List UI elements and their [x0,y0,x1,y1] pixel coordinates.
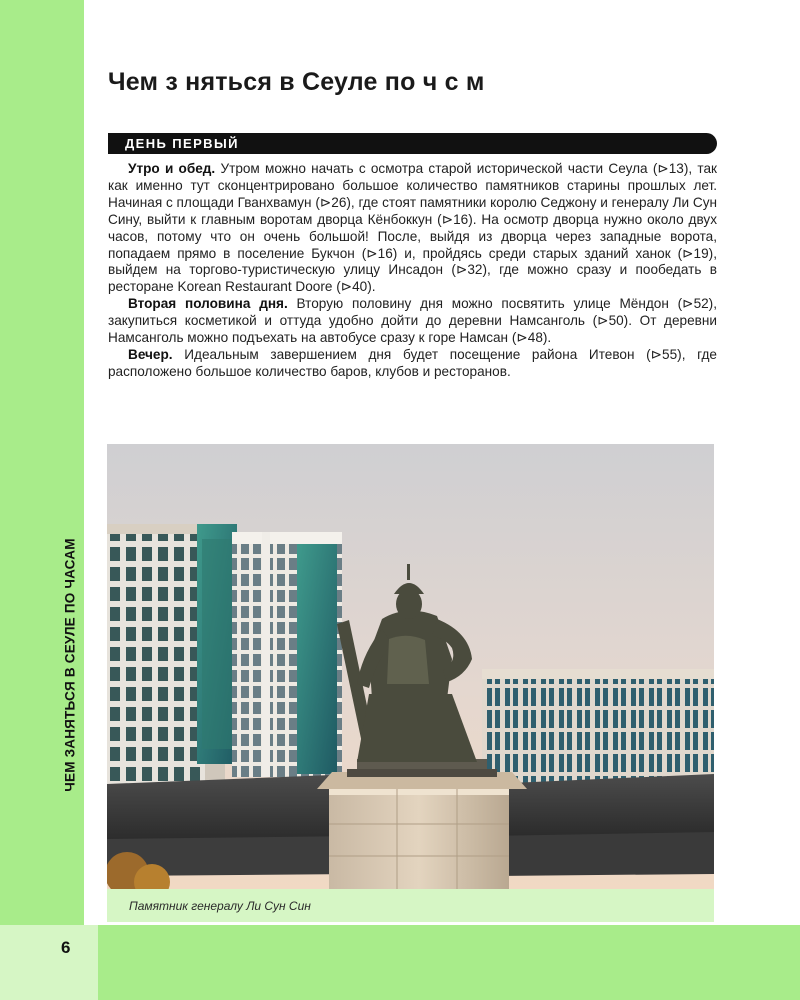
bottom-margin-band [0,925,800,1000]
paragraph-text: Утром можно начать с осмотра старой исторической части Сеула (⊳13), так как именно тут сконцентрировано большое количество памятников старины прошлых лет. Начиная с площади Гванхвамун (⊳26), где стоят памятники королю Седжону и генералу Ли Сун Сину, выйти к главным воротам дворца Кёнбоккун (⊳16). На осмотр дворца нужно около двух часов, потому что он очень большой! После, выйдя из дворца через западные ворота, попадаем прямо в поселение Букчон (⊳16) и, пройдясь среди старых зданий ханок (⊳19), выйдем на торгово-туристическую улицу Инсадон (⊳32), где можно сразу и пообедать в ресторане Korean Restaurant Doore (⊳40). [108,161,717,295]
left-margin-strip [0,0,84,1000]
photo-caption-box [107,889,714,922]
paragraph-morning [108,161,717,296]
page-number-box [0,925,98,1000]
paragraph-text: Идеальным завершением дня будет посещение района Итевон (⊳55), где расположено большое количество баров, клубов и ресторанов. [108,346,717,379]
page-number: 6 [61,938,71,957]
paragraph-text: Вторую половину дня можно посвятить улице Мёндон (⊳52), закупиться косметикой и оттуда удобно дойти до деревни Намсанголь (⊳50). От деревни Намсанголь можно подъехать на автобусе сразу к горе Намсан (⊳48). [108,296,717,346]
paragraph-afternoon [108,296,717,347]
photo-caption: Памятник генералу Ли Сун Син [129,899,311,913]
page-title: Чем з няться в Сеуле по ч с м [108,68,485,96]
section-heading: ДЕНЬ ПЕРВЫЙ [125,136,239,151]
paragraph-lead: Утро и обед. [128,161,216,176]
paragraph-lead: Вечер. [128,346,173,362]
section-heading-bar [108,133,717,154]
paragraph-lead: Вторая половина дня. [128,296,288,312]
chapter-side-label: ЧЕМ ЗАНЯТЬСЯ В СЕУЛЕ ПО ЧАСАМ [62,538,78,792]
statue-photo [107,444,714,889]
paragraph-evening [108,347,717,381]
article-body [108,161,717,381]
